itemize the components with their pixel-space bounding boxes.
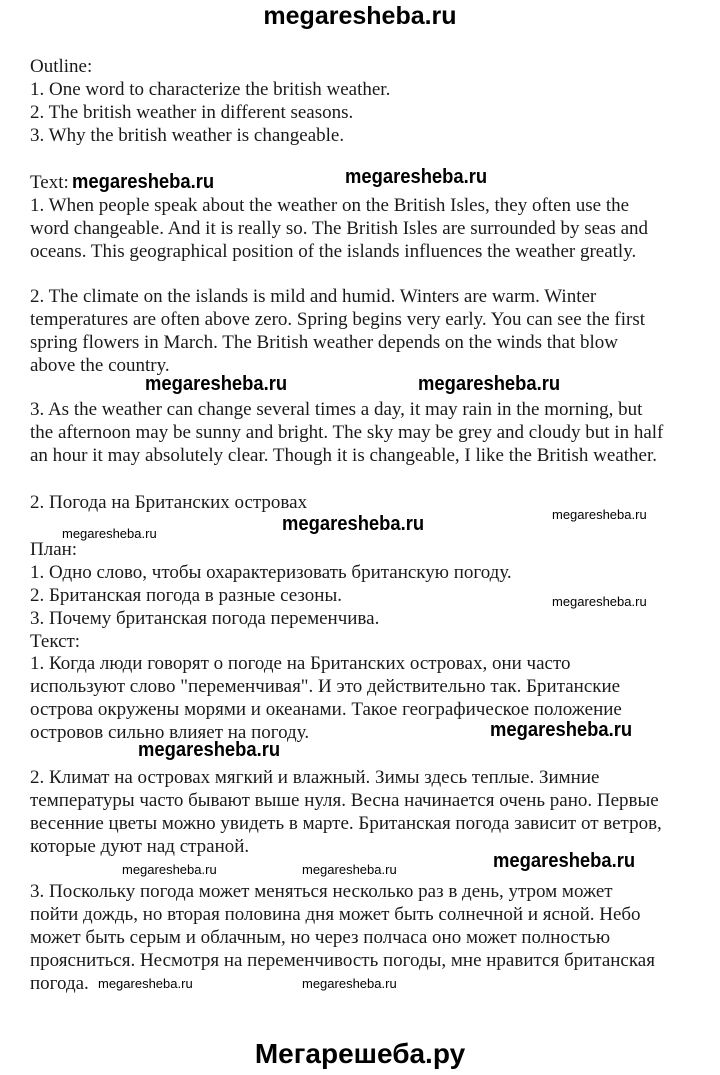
watermark: megaresheba.ru — [122, 862, 217, 877]
text-line: острова окружены морями и океанами. Такое географическое положение — [30, 699, 622, 720]
text-line: может быть серым и облачным, но через полчаса оно может полностью — [30, 927, 611, 948]
russian-text-label: Текст: — [30, 631, 81, 652]
watermark: megaresheba.ru — [282, 513, 425, 535]
text-line: 3. Поскольку погода может меняться несколько раз в день, утром может — [30, 881, 613, 902]
text-line: an hour it may absolutely clear. Though it is changeable, I like the British weather. — [30, 445, 658, 466]
text-line: 1. When people speak about the weather on the British Isles, they often use the — [30, 195, 630, 216]
watermark: megaresheba.ru — [98, 976, 193, 991]
outline-item: 3. Why the british weather is changeable. — [30, 125, 345, 146]
text-line: которые дуют над страной. — [30, 836, 250, 857]
watermark: megaresheba.ru — [138, 739, 281, 761]
watermark: megaresheba.ru — [302, 976, 397, 991]
russian-title: 2. Погода на Британских островах — [30, 492, 308, 513]
text-line: островов сильно влияет на погоду. — [30, 722, 310, 743]
plan-item: 2. Британская погода в разные сезоны. — [30, 585, 342, 606]
text-line: spring flowers in March. The British weather depends on the winds that blow — [30, 332, 619, 353]
english-paragraph-2 — [30, 285, 645, 377]
text-line: oceans. This geographical position of the islands influences the weather greatly. — [30, 241, 637, 262]
text-line: 1. Когда люди говорят о погоде на Британских островах, они часто — [30, 653, 571, 674]
watermark: megaresheba.ru — [145, 373, 288, 395]
text-line: temperatures are often above zero. Spring begins very early. You can see the first — [30, 309, 645, 330]
english-paragraph-3 — [30, 398, 663, 467]
watermark: megaresheba.ru — [62, 526, 157, 541]
text-line: весенние цветы можно увидеть в марте. Британская погода зависит от ветров, — [30, 813, 662, 834]
text-line: используют слово "переменчивая". И это действительно так. Британские — [30, 676, 621, 697]
text-line: погода. — [30, 973, 89, 994]
text-line: 2. Климат на островах мягкий и влажный. Зимы здесь теплые. Зимние — [30, 767, 600, 788]
text-line: 3. As the weather can change several times a day, it may rain in the morning, but — [30, 399, 643, 420]
outline-item: 2. The british weather in different seasons. — [30, 102, 354, 123]
watermark: megaresheba.ru — [302, 862, 397, 877]
russian-paragraph-2 — [30, 766, 662, 858]
text-line: 2. The climate on the islands is mild and humid. Winters are warm. Winter — [30, 286, 597, 307]
watermark: megaresheba.ru — [490, 719, 633, 741]
text-line: пойти дождь, но вторая половина дня может быть солнечной и ясной. Небо — [30, 904, 641, 925]
watermark: megaresheba.ru — [418, 373, 561, 395]
text-line: температуры часто бывают выше нуля. Весна начинается очень рано. Первые — [30, 790, 659, 811]
plan-item: 1. Одно слово, чтобы охарактеризовать британскую погоду. — [30, 562, 512, 583]
english-text-label: Text: — [30, 172, 69, 193]
text-line: above the country. — [30, 355, 170, 376]
english-paragraph-1 — [30, 194, 648, 263]
text-line: word changeable. And it is really so. The British Isles are surrounded by seas and — [30, 218, 649, 239]
plan-item: 3. Почему британская погода переменчива. — [30, 608, 380, 629]
site-header: megaresheba.ru — [263, 2, 457, 30]
outline-section — [30, 55, 390, 147]
watermark: megaresheba.ru — [552, 507, 647, 522]
watermark: megaresheba.ru — [345, 166, 488, 188]
outline-label: Outline: — [30, 56, 93, 77]
text-line: the afternoon may be sunny and bright. The sky may be grey and cloudy but in half — [30, 422, 664, 443]
watermark: megaresheba.ru — [493, 850, 636, 872]
watermark: megaresheba.ru — [72, 171, 215, 193]
site-footer: Мегарешеба.ру — [254, 1038, 466, 1069]
outline-item: 1. One word to characterize the british weather. — [30, 79, 391, 100]
plan-label: План: — [30, 539, 78, 560]
plan-section — [30, 538, 512, 653]
watermark: megaresheba.ru — [552, 594, 647, 609]
text-line: проясниться. Несмотря на переменчивость погоды, мне нравится британская — [30, 950, 655, 971]
